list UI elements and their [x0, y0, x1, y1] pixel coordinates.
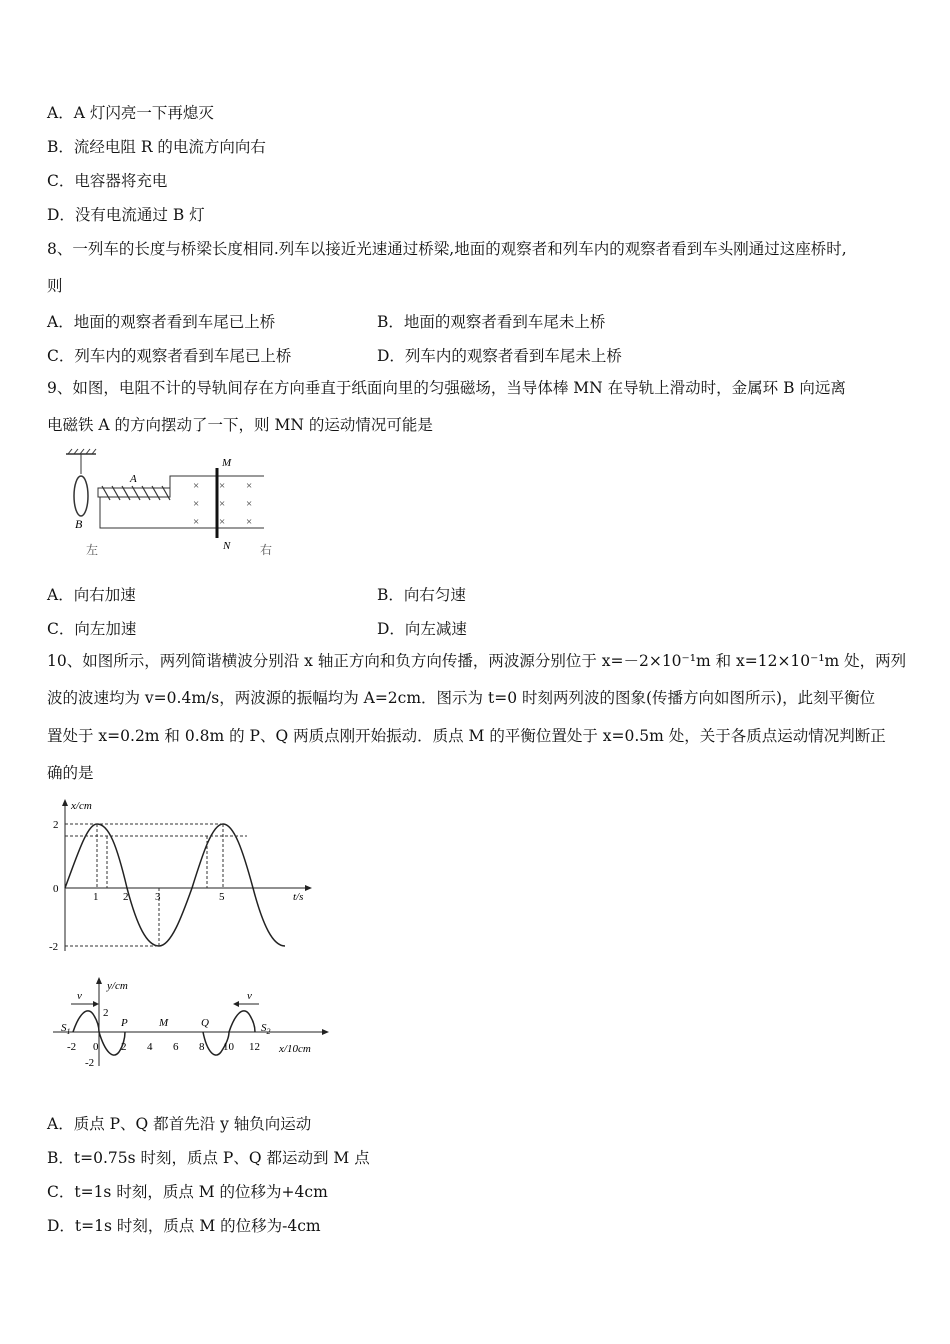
graph2-xlabel: x/10cm	[279, 1043, 311, 1055]
graph2-tick-12: 12	[249, 1041, 260, 1053]
label-q: Q	[201, 1017, 209, 1029]
q10-option-c: C．t=1s 时刻，质点 M 的位移为+4cm	[47, 1183, 328, 1201]
svg-text:×: ×	[219, 480, 226, 492]
q9-stem-line1: 9、如图，电阻不计的导轨间存在方向垂直于纸面向里的匀强磁场，当导体棒 MN 在导轨上滑动时，金属环 B 向远离	[47, 379, 846, 397]
q7-option-c: C．电容器将充电	[47, 172, 168, 190]
q9-option-b: B．向右匀速	[377, 586, 466, 604]
graph2-tick-2: 2	[121, 1041, 127, 1053]
label-m: M	[159, 1017, 169, 1029]
graph2-tick-10: 10	[223, 1041, 234, 1053]
label-right: 右	[260, 543, 273, 557]
graph2-tick-neg2: -2	[67, 1041, 77, 1053]
q10-option-a: A．质点 P、Q 都首先沿 y 轴负向运动	[47, 1115, 312, 1133]
q7-option-d: D．没有电流通过 B 灯	[47, 206, 205, 224]
q9-stem-line2: 电磁铁 A 的方向摆动了一下，则 MN 的运动情况可能是	[47, 416, 433, 434]
graph1-ytick-2: 2	[53, 819, 59, 831]
graph2-tick-4: 4	[147, 1041, 153, 1053]
q10-option-b: B．t=0.75s 时刻，质点 P、Q 都运动到 M 点	[47, 1149, 370, 1167]
q10-stem-line3: 置处于 x=0.2m 和 0.8m 的 P、Q 两质点刚开始振动．质点 M 的平衡位置处于 x=0.5m 处，关于各质点运动情况判断正	[47, 727, 886, 745]
graph1-ylabel: x/cm	[71, 800, 92, 812]
label-m: M	[222, 457, 232, 469]
q10-stem-line2: 波的波速均为 v=0.4m/s，两波源的振幅均为 A=2cm．图示为 t=0 时刻两列波的图象(传播方向如图所示)，此刻平衡位	[47, 689, 876, 707]
svg-text:×: ×	[246, 516, 253, 528]
q10-option-d: D．t=1s 时刻，质点 M 的位移为-4cm	[47, 1217, 321, 1235]
graph1-xlabel: t/s	[293, 891, 304, 903]
graph2-tick-0: 0	[93, 1041, 99, 1053]
label-s1: $S_1$	[61, 1022, 71, 1036]
svg-text:×: ×	[219, 498, 226, 510]
graph1-ytick-neg2: -2	[49, 941, 59, 953]
q7-option-b: B．流经电阻 R 的电流方向向右	[47, 138, 266, 156]
svg-text:×: ×	[193, 516, 200, 528]
svg-text:×: ×	[246, 480, 253, 492]
q8-option-c: C．列车内的观察者看到车尾已上桥	[47, 347, 292, 365]
svg-text:×: ×	[246, 498, 253, 510]
q8-option-b: B．地面的观察者看到车尾未上桥	[377, 313, 606, 331]
graph1-tick-1: 1	[93, 891, 99, 903]
metal-ring-b	[74, 476, 88, 516]
q9-option-c: C．向左加速	[47, 620, 137, 638]
svg-text:×: ×	[219, 516, 226, 528]
q10-xt-graph	[47, 796, 317, 961]
v-label-right: v	[247, 990, 252, 1002]
label-n: N	[223, 540, 231, 552]
label-b: B	[75, 517, 83, 531]
graph2-tick-6: 6	[173, 1041, 179, 1053]
q7-option-a: A．A 灯闪亮一下再熄灭	[47, 104, 214, 122]
q8-option-a: A．地面的观察者看到车尾已上桥	[47, 313, 276, 331]
graph1-tick-2: 2	[123, 891, 129, 903]
label-left: 左	[86, 543, 99, 557]
graph2-ytick-2: 2	[103, 1007, 109, 1019]
q8-stem-line1: 8、一列车的长度与桥梁长度相同.列车以接近光速通过桥梁,地面的观察者和列车内的观察者看到车头刚通过这座桥时,	[47, 240, 847, 258]
svg-text:×: ×	[193, 480, 200, 492]
q10-stem-line4: 确的是	[47, 764, 94, 782]
svg-text:×: ×	[193, 498, 200, 510]
label-p: P	[121, 1017, 128, 1029]
q9-circuit-figure	[60, 448, 290, 560]
q9-option-a: A．向右加速	[47, 586, 136, 604]
graph2-tick-8: 8	[199, 1041, 205, 1053]
q10-wave-graph	[47, 974, 332, 1074]
graph1-tick-3: 3	[155, 891, 161, 903]
graph1-tick-5: 5	[219, 891, 225, 903]
label-s2: $S_2$	[261, 1022, 271, 1036]
graph1-tick-0: 0	[53, 883, 59, 895]
graph1-curve	[65, 824, 285, 946]
q10-stem-line1: 10、如图所示，两列简谐横波分别沿 x 轴正方向和负方向传播，两波源分别位于 x=－2×10⁻¹m 和 x=12×10⁻¹m 处，两列	[47, 652, 907, 670]
label-a: A	[130, 473, 137, 485]
q8-stem-line2: 则	[47, 277, 63, 295]
q9-option-d: D．向左减速	[377, 620, 467, 638]
q8-option-d: D．列车内的观察者看到车尾未上桥	[377, 347, 622, 365]
graph2-ytick-neg2: -2	[85, 1057, 95, 1069]
magnetic-field-crosses	[193, 480, 252, 528]
graph2-ylabel: y/cm	[107, 980, 128, 992]
v-label-left: v	[77, 990, 82, 1002]
